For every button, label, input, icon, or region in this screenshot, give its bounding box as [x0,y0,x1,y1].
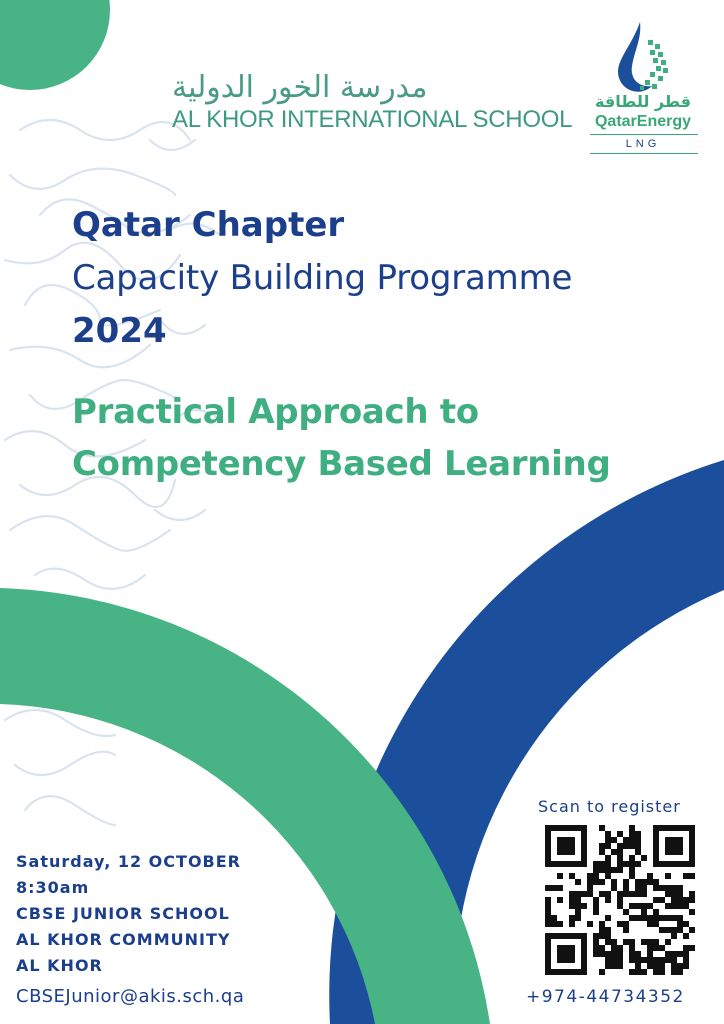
qr-code-icon[interactable] [545,825,695,975]
contact-email-link[interactable]: CBSEJunior@akis.sch.qa [16,986,245,1007]
qatarenergy-drop-logo-icon [618,22,668,92]
school-name-arabic: مدرسة الخور الدولية [172,70,428,105]
title-year: 2024 [72,311,167,351]
partner-logo-sub: LNG [625,138,661,150]
contact-phone: +974-44734352 [526,987,685,1007]
partner-logo-divider [590,134,698,135]
event-time: 8:30am [16,878,90,897]
event-date: Saturday, 12 OCTOBER [16,852,241,871]
event-venue-line-1: CBSE JUNIOR SCHOOL [16,904,230,923]
event-venue-line-2: AL KHOR COMMUNITY [16,930,231,949]
subtitle-line-1: Practical Approach to [72,392,479,432]
partner-logo-underline [590,153,698,154]
school-name-english: AL KHOR INTERNATIONAL SCHOOL [172,106,573,133]
event-venue-line-3: AL KHOR [16,956,103,975]
title-programme: Capacity Building Programme [72,258,573,298]
corner-circle-decoration [0,0,110,90]
scan-to-register-label: Scan to register [538,797,681,816]
title-chapter: Qatar Chapter [72,205,345,245]
subtitle-line-2: Competency Based Learning [72,444,611,484]
partner-logo-arabic: قطر للطاقة [595,92,691,111]
partner-logo-name: QatarEnergy [594,113,692,130]
